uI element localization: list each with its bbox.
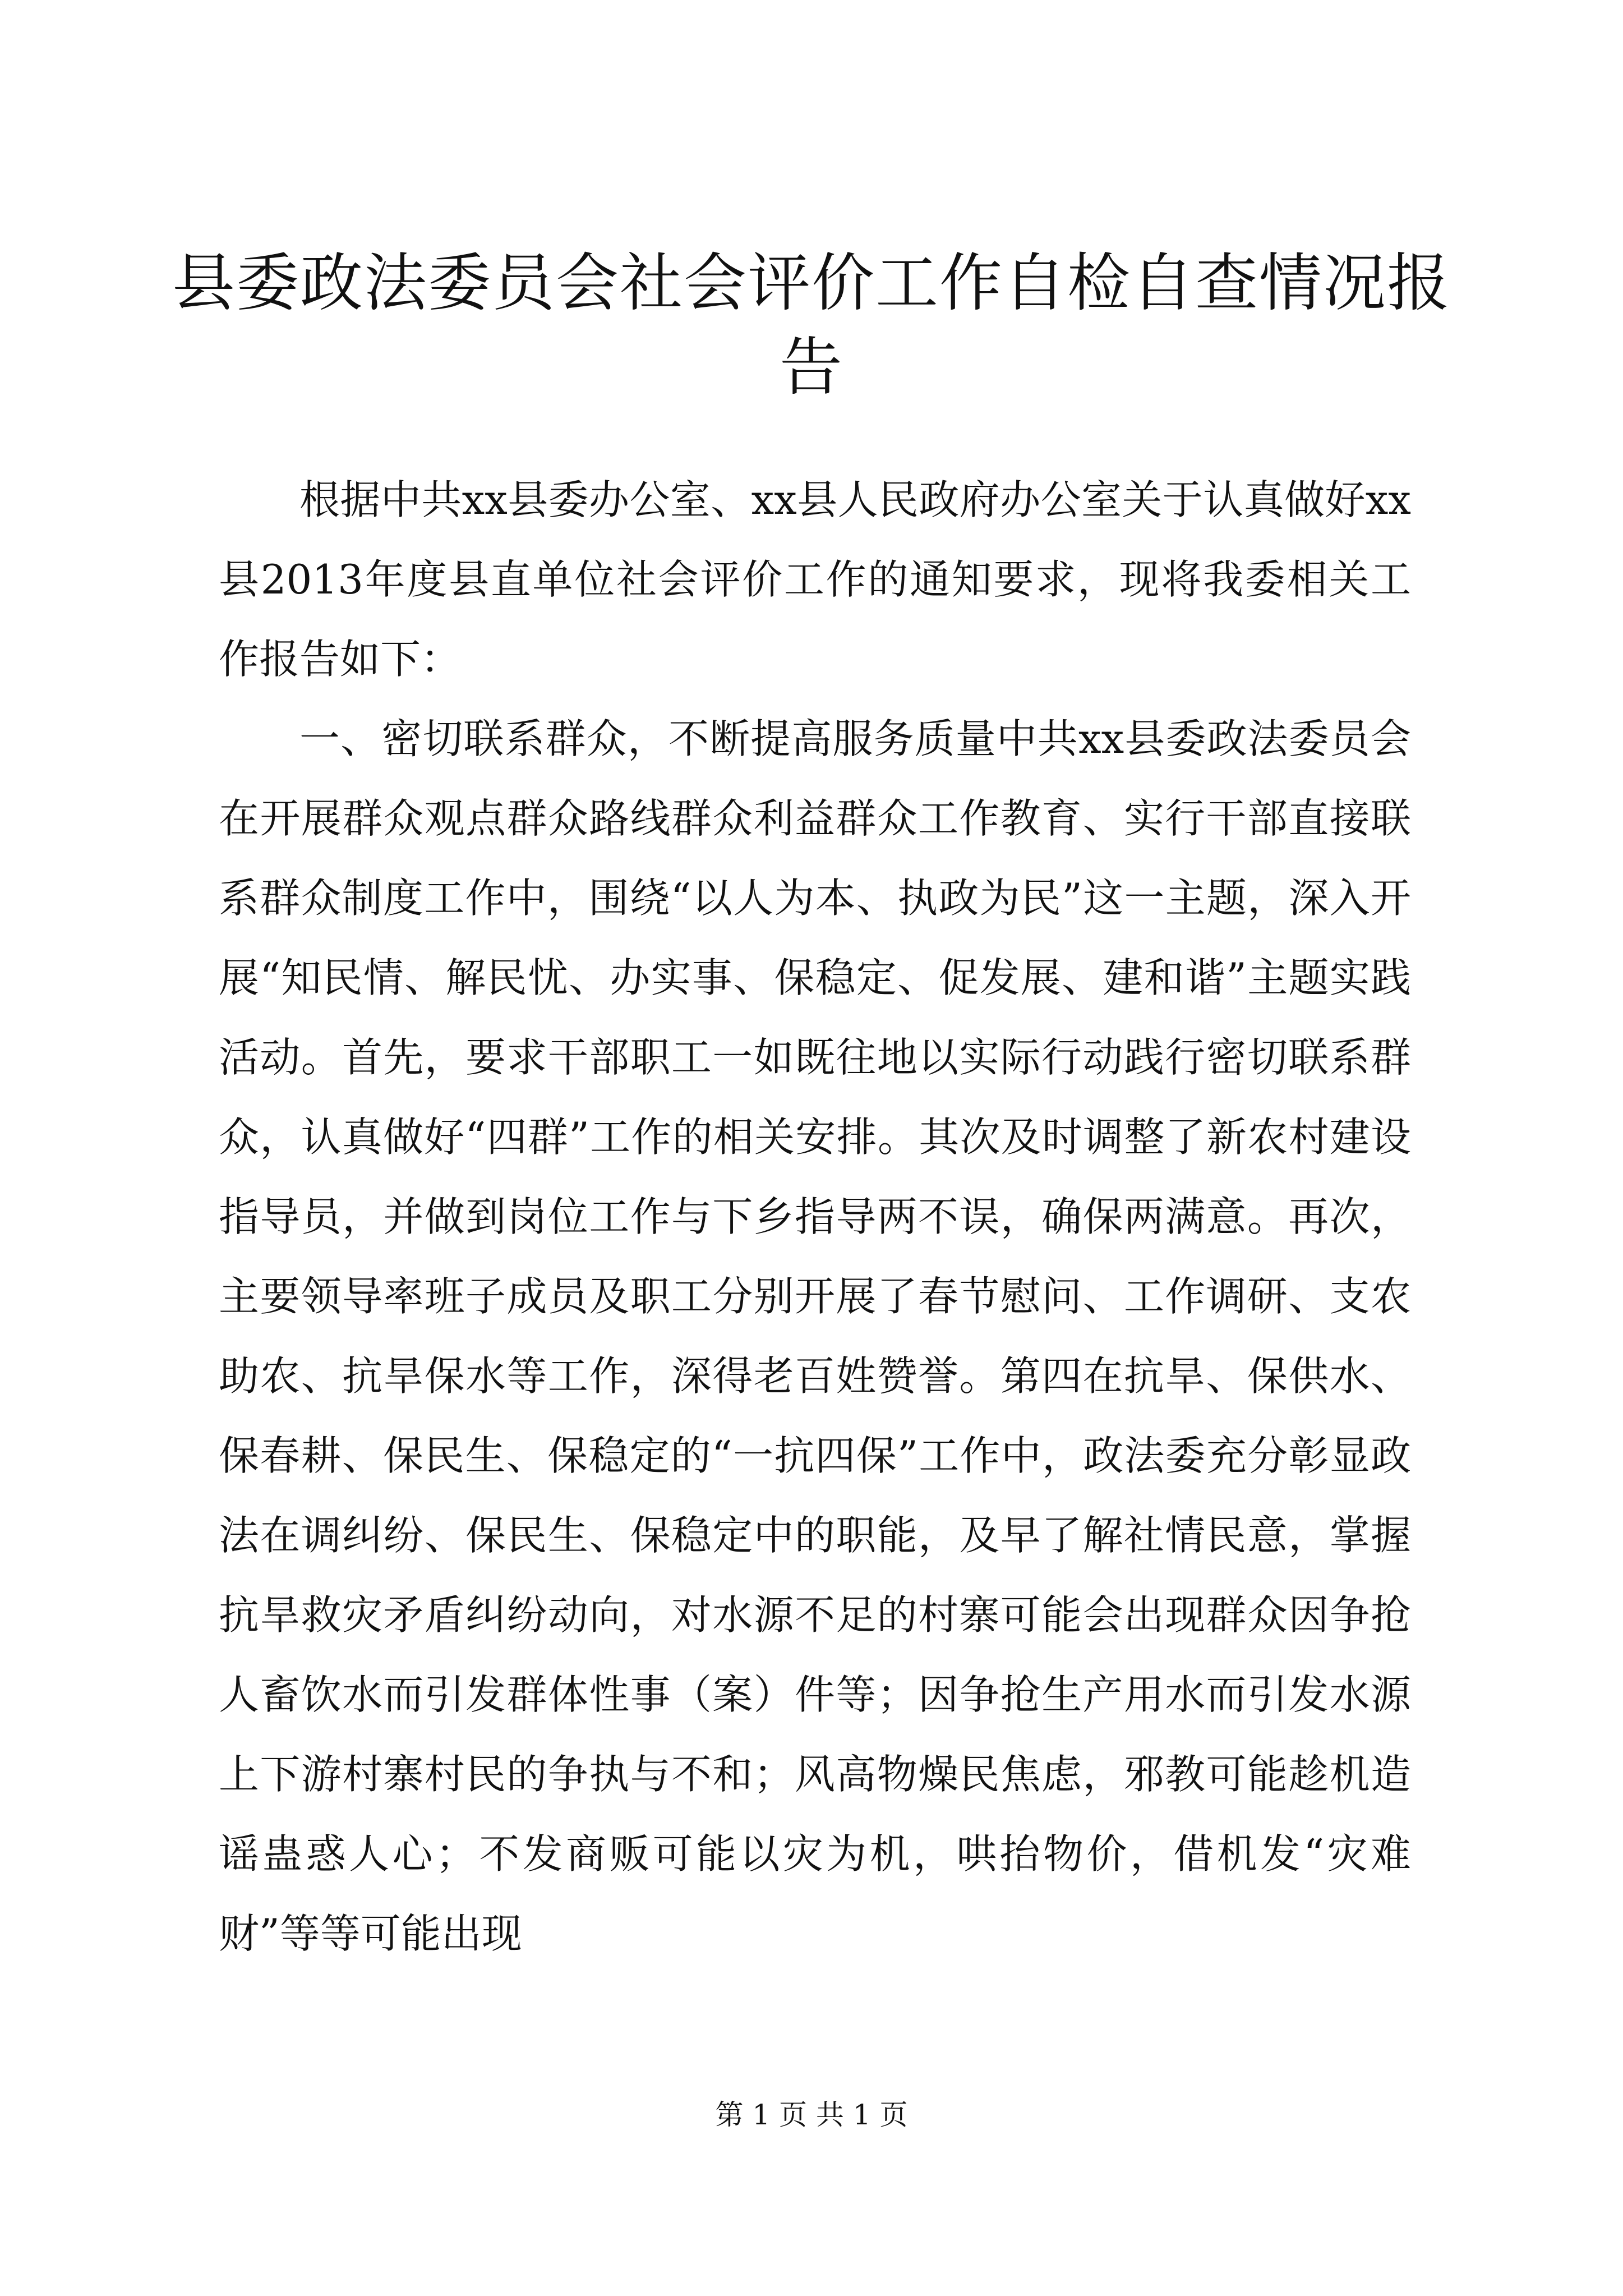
paragraph-intro: 根据中共xx县委办公室、xx县人民政府办公室关于认真做好xx县2013年度县直单位社会评价工作的通知要求，现将我委相关工作报告如下： [219, 476, 1411, 683]
document-title: 县委政法委员会社会评价工作自检自查情况报告 [172, 247, 1451, 404]
paragraph-section-one: 一、密切联系群众，不断提高服务质量中共xx县委政法委员会在开展群众观点群众路线群众利益群众工作教育、实行干部直接联系群众制度工作中，围绕“以人为本、执政为民”这一主题，深入开展“知民情、解民忧、办实事、保稳定、促发展、建和谐”主题实践活动。首先，要求干部职工一如既往地以实际行动践行密切联系群众，认真做好“四群”工作的相关安排。其次及时调整了新农村建设指导员，并做到岗位工作与下乡指导两不误，确保两满意。再次，主要领导率班子成员及职工分别开展了春节慰问、工作调研、支农助农、抗旱保水等工作，深得老百姓赞誉。第四在抗旱、保供水、保春耕、保民生、保稳定的“一抗四保”工作中，政法委充分彰显政法在调纠纷、保民生、保稳定中的职能，及早了解社情民意，掌握抗旱救灾矛盾纠纷动向，对水源不足的村寨可能会出现群众因争抢人畜饮水而引发群体性事（案）件等；因争抢生产用水而引发水源上下游村寨村民的争执与不和；风高物燥民焦虑，邪教可能趁机造谣蛊惑人心；不发商贩可能以灾为机，哄抬物价，借机发“灾难财”等等可能出现 [219, 715, 1411, 1957]
page-footer: 第 1 页 共 1 页 [715, 2099, 908, 2131]
document-body [219, 460, 1411, 2059]
